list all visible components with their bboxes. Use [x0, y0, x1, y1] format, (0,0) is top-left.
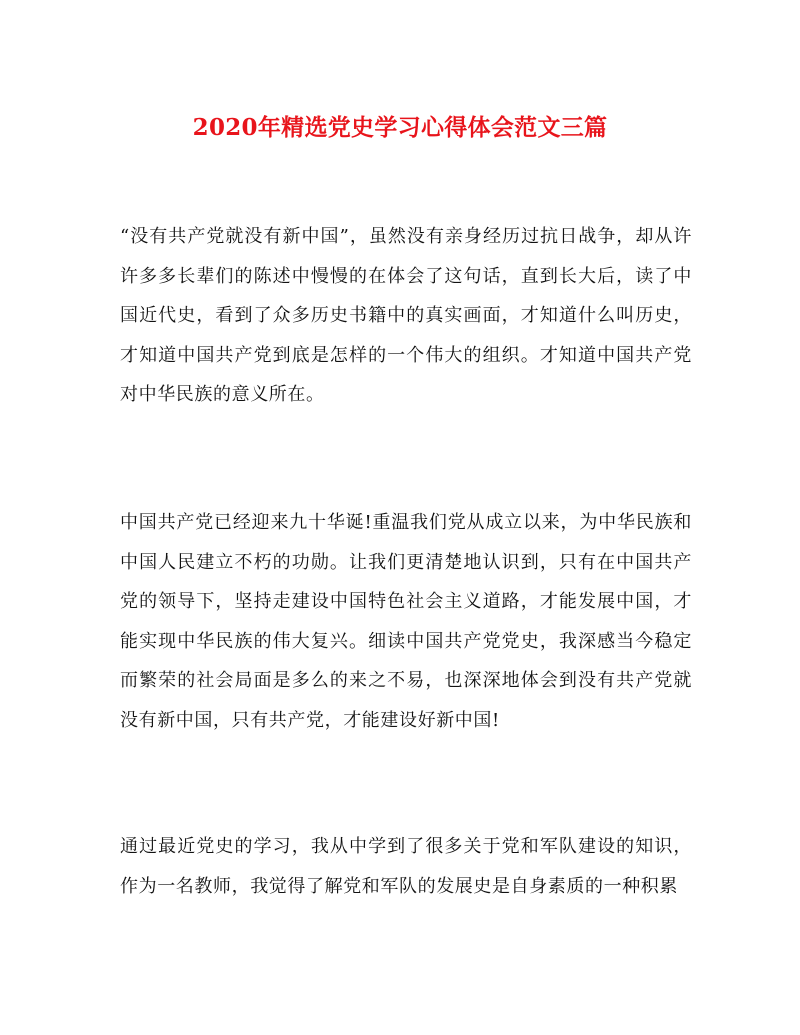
paragraph-1: “没有共产党就没有新中国”，虽然没有亲身经历过抗日战争，却从许许多多长辈们的陈述中慢慢的在体会了这句话，直到长大后，读了中国近代史，看到了众多历史书籍中的真实画面，才知道什么叫历史，才知道中国共产党到底是怎样的一个伟大的组织。才知道中国共产党对中华民族的意义所在。	[120, 226, 692, 405]
paragraph-3: 通过最近党史的学习，我从中学到了很多关于党和军队建设的知识，作为一名教师，我觉得了解党和军队的发展史是自身素质的一种积累	[120, 836, 692, 897]
paragraph-2: 中国共产党已经迎来九十华诞!重温我们党从成立以来，为中华民族和中国人民建立不朽的功勋。让我们更清楚地认识到，只有在中国共产党的领导下，坚持走建设中国特色社会主义道路，才能发展中国，才能实现中华民族的伟大复兴。细读中国共产党党史，我深感当今稳定而繁荣的社会局面是多么的来之不易，也深深地体会到没有共产党就没有新中国，只有共产党，才能建设好新中国!	[120, 512, 692, 731]
document-title: 2020年精选党史学习心得体会范文三篇	[192, 114, 608, 141]
